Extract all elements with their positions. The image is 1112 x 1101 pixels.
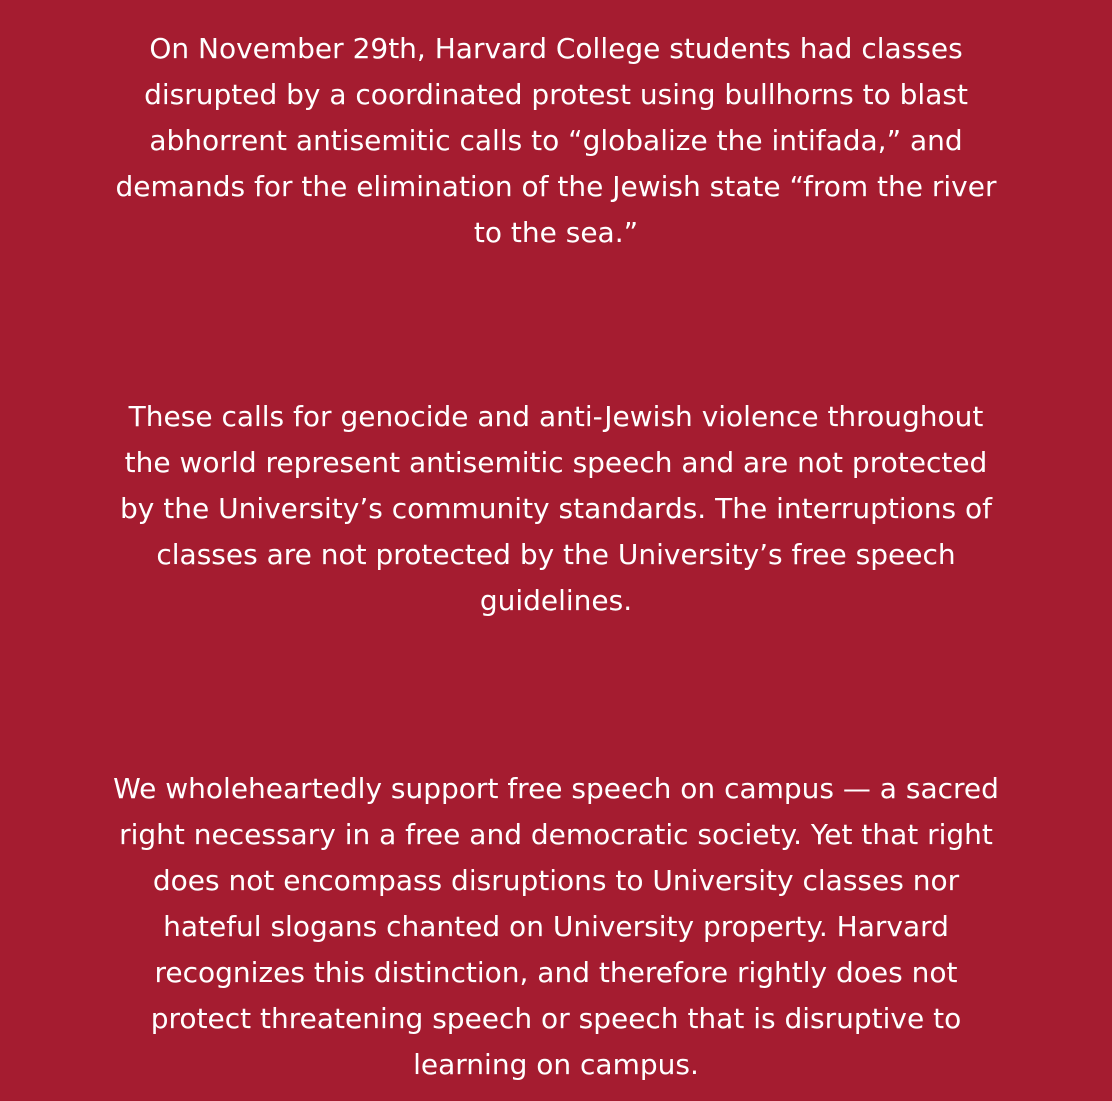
paragraph-antisemitic-speech: These calls for genocide and anti-Jewish violence throughout the world represent antisemitic speech and are not protected by the University’s community standards. The interruptions of classes are not protected by the University’s free speech guidelines. [120, 400, 992, 617]
paragraph-free-speech: We wholeheartedly support free speech on campus — a sacred right necessary in a free and democratic society. Yet that right does not encompass disruptions to University classes nor hateful slogans chanted on University property. Harvard recognizes this distinction, and therefore rightly does not protect threatening speech or speech that is disruptive to learning on campus. [113, 772, 999, 1081]
paragraph-protest-description: On November 29th, Harvard College students had classes disrupted by a coordinated protest using bullhorns to blast abhorrent antisemitic calls to “globalize the intifada,” and demands for the elimination of the Jewish state “from the river to the sea.” [115, 32, 997, 249]
